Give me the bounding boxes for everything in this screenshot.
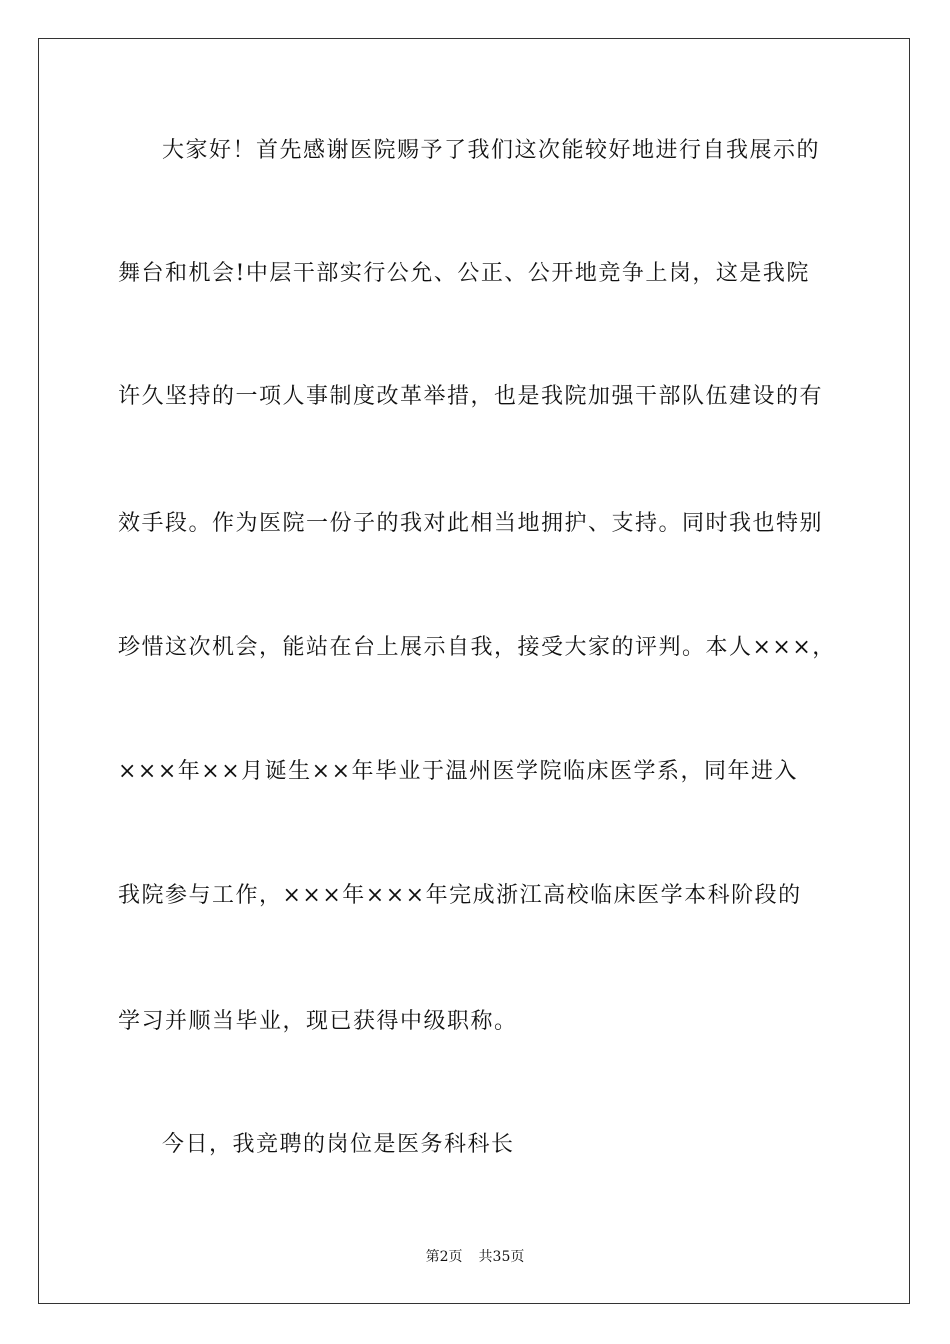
text-line-6: ×××年××月诞生××年毕业于温州医学院临床医学系，同年进入 xyxy=(118,759,799,784)
text-line-7: 我院参与工作，×××年×××年完成浙江高校临床医学本科阶段的 xyxy=(118,883,802,908)
page-footer xyxy=(0,1248,950,1266)
text-line-1: 大家好！首先感谢医院赐予了我们这次能较好地进行自我展示的 xyxy=(162,138,821,163)
text-line-9: 今日，我竞聘的岗位是医务科科长 xyxy=(162,1132,515,1157)
text-line-3: 许久坚持的一项人事制度改革举措，也是我院加强干部队伍建设的有 xyxy=(118,384,824,409)
page-number: 第2页 xyxy=(425,1249,463,1265)
page-total: 共35页 xyxy=(478,1249,525,1265)
text-line-5: 珍惜这次机会，能站在台上展示自我，接受大家的评判。本人×××， xyxy=(118,635,836,660)
text-line-2: 舞台和机会!中层干部实行公允、公正、公开地竞争上岗，这是我院 xyxy=(118,261,810,286)
text-line-8: 学习并顺当毕业，现已获得中级职称。 xyxy=(118,1009,518,1034)
page-border xyxy=(38,38,910,1304)
text-line-4: 效手段。作为医院一份子的我对此相当地拥护、支持。同时我也特别 xyxy=(118,511,824,536)
